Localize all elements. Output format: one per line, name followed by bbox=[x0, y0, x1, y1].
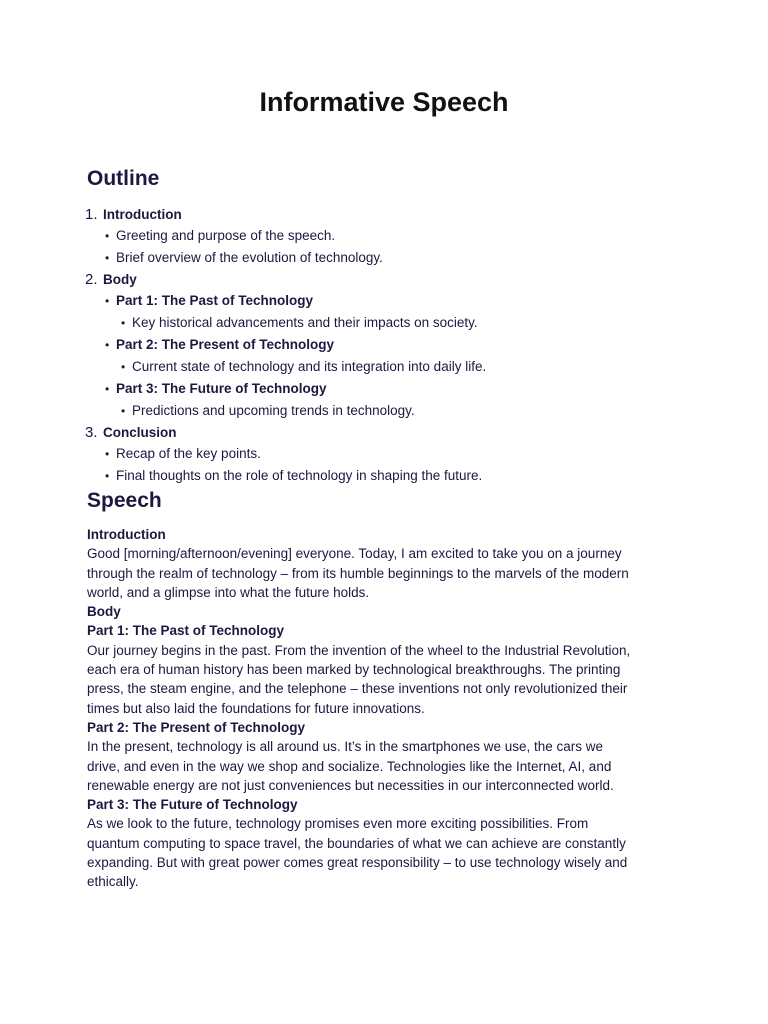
outline-point-text: Predictions and upcoming trends in technology. bbox=[132, 403, 415, 418]
outline-point bbox=[105, 247, 705, 269]
paragraph-line: renewable energy are not just conveniences but necessities in our interconnected world. bbox=[87, 777, 614, 793]
outline-point bbox=[121, 400, 705, 422]
outline-sublist bbox=[85, 443, 705, 487]
paragraph-line: Our journey begins in the past. From the invention of the wheel to the Industrial Revolution, bbox=[87, 642, 631, 658]
outline-point-text: Brief overview of the evolution of technology. bbox=[116, 250, 383, 265]
outline-section-introduction bbox=[85, 204, 705, 225]
outline-subsublist bbox=[105, 356, 705, 378]
outline-point bbox=[105, 225, 705, 247]
outline-part-label: Part 2: The Present of Technology bbox=[116, 337, 335, 352]
speech-part2-paragraph bbox=[87, 737, 687, 795]
paragraph-line: drive, and even in the way we shop and socialize. Technologies like the Internet, AI, and bbox=[87, 758, 612, 774]
outline-heading: Outline bbox=[87, 167, 160, 190]
bullet-icon: • bbox=[121, 316, 126, 330]
outline-sublist bbox=[85, 225, 705, 269]
speech-introduction-paragraph bbox=[87, 544, 687, 602]
speech-body-label: Body bbox=[87, 604, 121, 620]
paragraph-line: times but also laid the foundations for future innovations. bbox=[87, 700, 425, 716]
outline-number: 2. bbox=[85, 271, 98, 288]
speech-part3-paragraph bbox=[87, 814, 687, 891]
outline-point-text: Greeting and purpose of the speech. bbox=[116, 228, 336, 243]
paragraph-line: press, the steam engine, and the telephone – these inventions not only revolutionized their bbox=[87, 681, 628, 697]
document-title: Informative Speech bbox=[259, 87, 509, 117]
outline-sublist bbox=[85, 290, 705, 422]
bullet-icon: • bbox=[105, 469, 110, 483]
outline-part bbox=[105, 334, 705, 356]
outline-point bbox=[121, 312, 705, 334]
outline-part-label: Part 1: The Past of Technology bbox=[116, 293, 314, 308]
paragraph-line: ethically. bbox=[87, 874, 139, 890]
outline-point bbox=[121, 356, 705, 378]
outline-section-label: Conclusion bbox=[103, 425, 177, 440]
paragraph-line: In the present, technology is all around us. It’s in the smartphones we use, the cars we bbox=[87, 739, 604, 755]
speech-part2-label: Part 2: The Present of Technology bbox=[87, 719, 306, 735]
paragraph-line: Good [morning/afternoon/evening] everyone. Today, I am excited to take you on a journey bbox=[87, 546, 622, 562]
bullet-icon: • bbox=[105, 338, 110, 352]
outline-subsublist bbox=[105, 400, 705, 422]
speech-body bbox=[87, 525, 687, 892]
paragraph-line: quantum computing to space travel, the boundaries of what we can achieve are constantly bbox=[87, 835, 626, 851]
bullet-icon: • bbox=[105, 229, 110, 243]
outline-section-body bbox=[85, 269, 705, 290]
paragraph-line: through the realm of technology – from its humble beginnings to the marvels of the modern bbox=[87, 565, 629, 581]
outline-point bbox=[105, 443, 705, 465]
outline-section-conclusion bbox=[85, 422, 705, 443]
outline-point-text: Current state of technology and its integration into daily life. bbox=[132, 359, 487, 374]
outline-part bbox=[105, 290, 705, 312]
paragraph-line: each era of human history has been marked by technological breakthroughs. The printing bbox=[87, 662, 621, 678]
outline-list bbox=[85, 204, 705, 487]
outline-section-label: Body bbox=[103, 272, 137, 287]
speech-part1-label: Part 1: The Past of Technology bbox=[87, 623, 285, 639]
outline-number: 3. bbox=[85, 424, 98, 441]
outline-point-text: Final thoughts on the role of technology in shaping the future. bbox=[116, 468, 483, 483]
paragraph-line: As we look to the future, technology promises even more exciting possibilities. From bbox=[87, 816, 589, 832]
outline-part-label: Part 3: The Future of Technology bbox=[116, 381, 327, 396]
bullet-icon: • bbox=[105, 447, 110, 461]
outline-section-label: Introduction bbox=[103, 207, 182, 222]
speech-heading: Speech bbox=[87, 489, 162, 512]
speech-part1-paragraph bbox=[87, 641, 687, 718]
outline-point-text: Key historical advancements and their impacts on society. bbox=[132, 315, 478, 330]
bullet-icon: • bbox=[105, 251, 110, 265]
outline-point bbox=[105, 465, 705, 487]
outline-point-text: Recap of the key points. bbox=[116, 446, 261, 461]
bullet-icon: • bbox=[105, 382, 110, 396]
outline-subsublist bbox=[105, 312, 705, 334]
paragraph-line: world, and a glimpse into what the future holds. bbox=[87, 584, 370, 600]
outline-part bbox=[105, 378, 705, 400]
bullet-icon: • bbox=[105, 294, 110, 308]
outline-number: 1. bbox=[85, 206, 98, 223]
bullet-icon: • bbox=[121, 404, 126, 418]
paragraph-line: expanding. But with great power comes great responsibility – to use technology wisely and bbox=[87, 855, 628, 871]
speech-introduction-label: Introduction bbox=[87, 527, 166, 542]
bullet-icon: • bbox=[121, 360, 126, 374]
speech-part3-label: Part 3: The Future of Technology bbox=[87, 797, 298, 813]
